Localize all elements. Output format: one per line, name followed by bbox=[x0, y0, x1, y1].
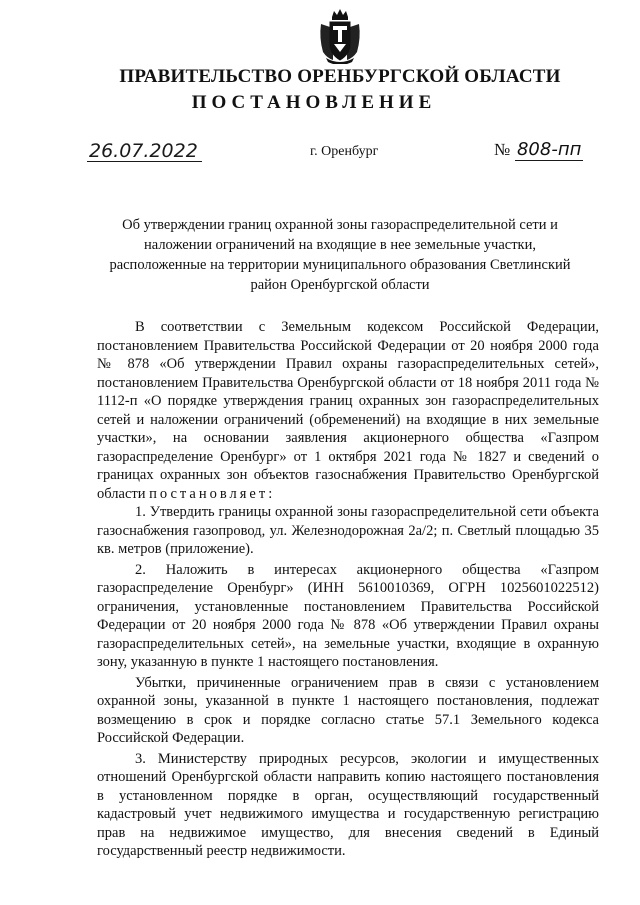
intro-text: В соответствии с Земельным кодексом Российской Федерации, постановлением Правительства Российской Федерации от 20 ноября 2000 года № 878 «Об утверждении Правил охраны газораспределительных сетей», постановлением Правительства Оренбургской области от 18 ноября 2011 года № 1112-п «О порядке утверждения границ охранных зон газораспределительных сетей и наложении ограничений (обременений) на входящие в них земельные участки», на основании заявления акционерного общества «Газпром газораспределение Оренбург» от 1 октября 2021 года № 1827 и сведений о границах охранных зон объектов газоснабжения Правительство Оренбургской области bbox=[97, 319, 599, 502]
document-number bbox=[494, 140, 583, 160]
item-3-paragraph: 3. Министерству природных ресурсов, экологии и имущественных отношений Оренбургской области направить копию настоящего постановления в установленном порядке в орган, осуществляющий государственный кадастровый учет недвижимого имущества и государственную регистрацию прав на недвижимое имущество, для внесения сведений в Единый государственный реестр недвижимости. bbox=[97, 750, 599, 859]
item-2-paragraph: 2. Наложить в интересах акционерного общества «Газпром газораспределение Оренбург» (ИНН 5610010369, ОГРН 1025601022512) ограничения, установленные постановлением Правительства Российской Федерации от 20 ноября 2000 года № 878 «Об утверждении Правил охраны газораспределительных сетей», на земельные участки, входящие в охранную зону, указанную в пункте 1 настоящего постановления. bbox=[97, 561, 599, 670]
document-type-heading: ПОСТАНОВЛЕНИЕ bbox=[191, 92, 437, 113]
document-body bbox=[97, 318, 599, 861]
handwritten-number: 808-пп bbox=[516, 139, 582, 160]
handwritten-date: 26.07.2022 bbox=[87, 141, 202, 162]
resolves-word: постановляет: bbox=[149, 485, 276, 502]
intro-paragraph bbox=[97, 318, 599, 503]
item-1-paragraph: 1. Утвердить границы охранной зоны газораспределительной сети объекта газоснабжения газопровод, ул. Железнодорожная 2а/2; п. Светлый площадью 35 кв. метров (приложение). bbox=[97, 504, 599, 557]
coat-of-arms-emblem bbox=[317, 8, 363, 64]
city-name: г. Оренбург bbox=[310, 144, 379, 159]
document-subject: Об утверждении границ охранной зоны газораспределительной сети и наложении ограничений на входящие в нее земельные участки, расположенные на территории муниципального образования Светлинский район Оренбургской области bbox=[109, 217, 571, 293]
government-title: ПРАВИТЕЛЬСТВО ОРЕНБУРГСКОЙ ОБЛАСТИ bbox=[119, 66, 561, 87]
losses-paragraph: Убытки, причиненные ограничением прав в связи с установлением охранной зоны, указанной в пункте 1 настоящего постановления, подлежат возмещению в срок и порядке согласно статье 57.1 Земельного кодекса Российской Федерации. bbox=[97, 674, 599, 746]
number-sign: № bbox=[494, 140, 511, 159]
